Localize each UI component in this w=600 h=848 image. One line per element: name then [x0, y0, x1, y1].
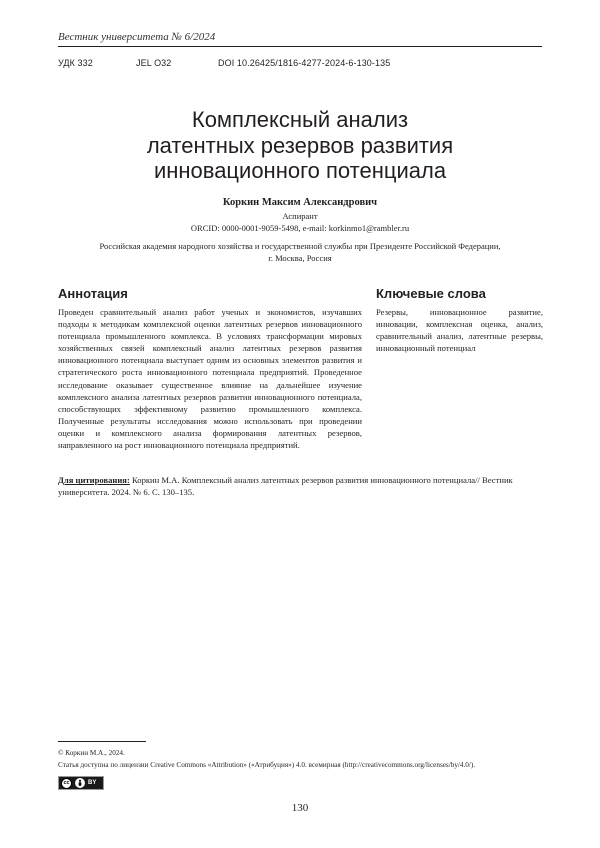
cc-logo-icon: cc [61, 778, 72, 789]
abstract-heading: Аннотация [58, 286, 128, 301]
udk-code: УДК 332 [58, 58, 93, 68]
keywords-heading: Ключевые слова [376, 286, 486, 301]
page-number: 130 [58, 802, 542, 814]
copyright: © Коркин М.А., 2024. [58, 749, 125, 757]
header-rule [58, 46, 542, 47]
citation [58, 474, 542, 498]
doi-code: DOI 10.26425/1816-4277-2024-6-130-135 [218, 58, 390, 68]
abstract-text: Проведен сравнительный анализ работ ученых и экономистов, изучавших подходы к методикам комплексной оценки латентных резервов инновационного потенциала промышленного комплекса. В условиях трансформации мировых хозяйственных связей комплексный анализ латентных резервов развития инновационного потенциала выступает одним из основных элементов развития и стратегического роста инновационного потенциала предприятий. Проведенное исследование оказывает существенное влияние на дальнейшее изучение комплексного анализа латентных резервов развития инновационного потенциала, способствующих эффективному развитию промышленного комплекса. Полученные результаты исследования можно использовать при проведении оценки и комплексного анализа формирования латентных резервов, направленного на рост инновационного потенциала предприятий. [58, 306, 362, 451]
keywords-text: Резервы, инновационное развитие, инновации, комплексная оценка, анализ, сравнительный анализ, латентные резервы, инновационный потенциал [376, 306, 543, 354]
journal-title: Вестник университета № 6/2024 [58, 31, 215, 43]
citation-label: Для цитирования: [58, 475, 130, 485]
author-info [58, 211, 542, 234]
cc-by-badge-icon [58, 776, 104, 790]
affiliation [58, 241, 542, 264]
author-contacts: ORCID: 0000-0001-9059-5498, e-mail: korkinmo1@rambler.ru [58, 223, 542, 235]
affiliation-line: Российская академия народного хозяйства и государственной службы при Президенте Российской Федерации, [58, 241, 542, 253]
footer-rule [58, 741, 146, 742]
author-name: Коркин Максим Александрович [58, 197, 542, 208]
citation-text: Коркин М.А. Комплексный анализ латентных резервов развития инновационного потенциала// Вестник университета. 2024. № 6. С. 130–135. [58, 475, 513, 497]
title-line: латентных резервов развития [58, 133, 542, 159]
jel-code: JEL O32 [136, 58, 171, 68]
title-line: Комплексный анализ [58, 107, 542, 133]
article-title [58, 107, 542, 184]
license-text: Статья доступна по лицензии Creative Commons «Attribution» («Атрибуция») 4.0. всемирная (http://creativecommons.org/licenses/by/4.0/). [58, 761, 475, 769]
person-icon [75, 778, 85, 788]
author-role: Аспирант [58, 211, 542, 223]
by-label: BY [88, 780, 96, 786]
title-line: инновационного потенциала [58, 158, 542, 184]
affiliation-line: г. Москва, Россия [58, 253, 542, 265]
